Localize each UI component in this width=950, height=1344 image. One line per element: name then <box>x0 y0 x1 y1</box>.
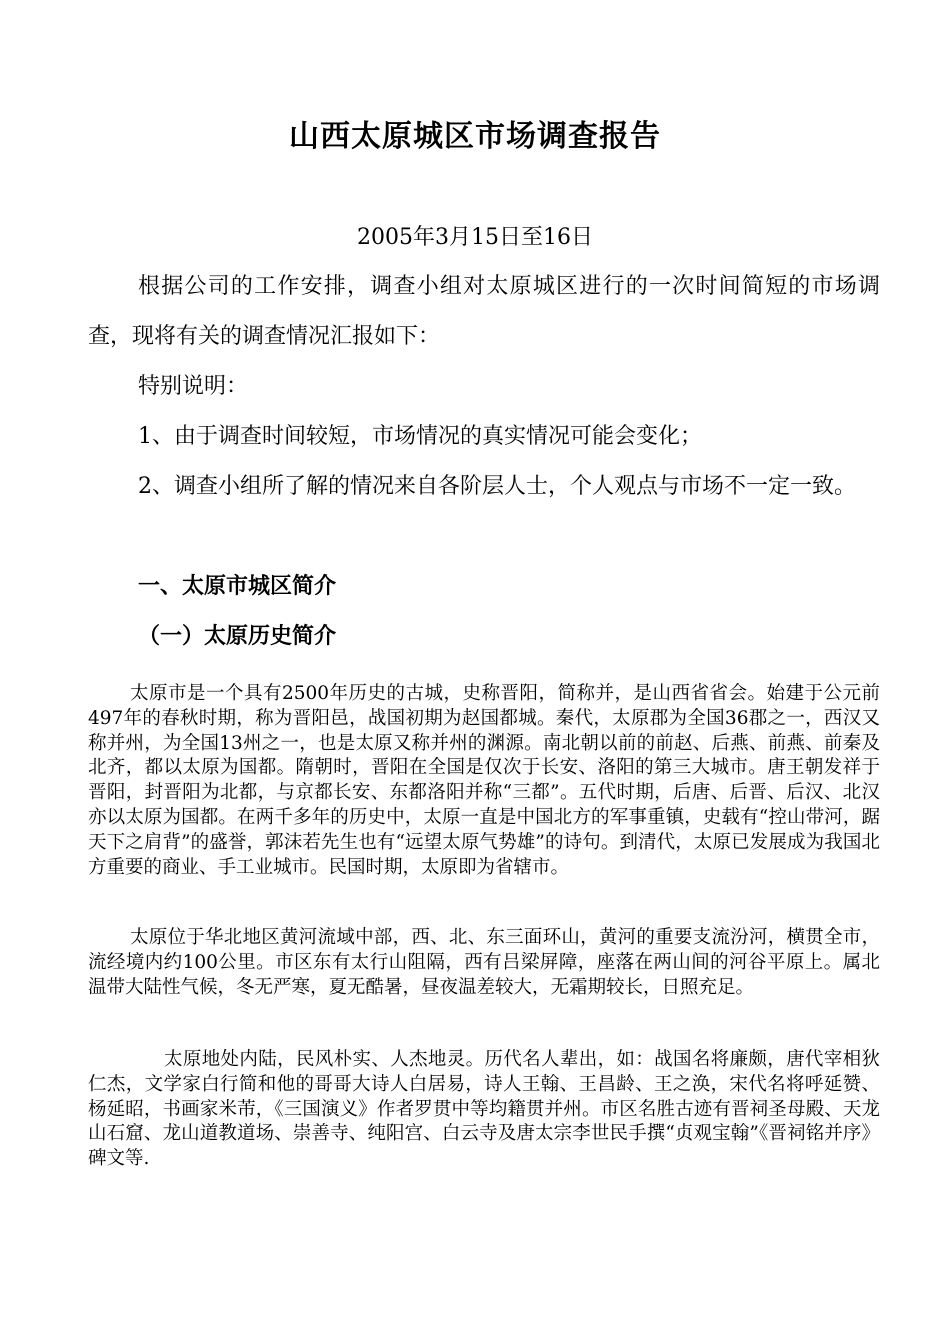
culture-paragraph: 太原地处内陆，民风朴实、人杰地灵。历代名人辈出，如：战国名将廉颇，唐代宰相狄仁杰，文学家白行简和他的哥哥大诗人白居易，诗人王翰、王昌龄、王之涣，宋代名将呼延赞、杨延昭，书画家米芾，《三国演义》作者罗贯中等均籍贯并州。市区名胜古迹有晋祠圣母殿、天龙山石窟、龙山道教道场、崇善寺、纯阳宫、白云寺及唐太宗李世民手撰“贞观宝翰”《晋祠铭并序》碑文等. <box>88 1049 880 1170</box>
report-date: 2005年3月15日至16日 <box>357 225 593 250</box>
document-title: 山西太原城区市场调查报告 <box>289 119 661 154</box>
geography-paragraph: 太原位于华北地区黄河流域中部，西、北、东三面环山，黄河的重要支流汾河，横贯全市，流经境内约100公里。市区东有太行山阻隔，西有吕梁屏障，座落在两山间的河谷平原上。属北温带大陆性气候，冬无严寒，夏无酷暑，昼夜温差较大，无霜期较长，日照充足。 <box>88 927 880 998</box>
section-heading: 一、太原市城区简介 <box>138 574 337 599</box>
history-paragraph: 太原市是一个具有2500年历史的古城，史称晋阳，简称并，是山西省省会。始建于公元前497年的春秋时期，称为晋阳邑，战国初期为赵国都城。秦代，太原郡为全国36郡之一，西汉又称并州，为全国13州之一，也是太原又称并州的渊源。南北朝以前的前赵、后燕、前燕、前秦及北齐，都以太原为国都。隋朝时，晋阳在全国是仅次于长安、洛阳的第三大城市。唐王朝发祥于晋阳，封晋阳为北都，与京都长安、东都洛阳并称“三都”。五代时期，后唐、后晋、后汉、北汉亦以太原为国都。在两千多年的历史中，太原一直是中国北方的军事重镇，史载有“控山带河，踞天下之肩背”的盛誉，郭沫若先生也有“远望太原气势雄”的诗句。到清代，太原已发展成为我国北方重要的商业、手工业城市。民国时期，太原即为省辖市。 <box>88 683 880 878</box>
note-item: 1、由于调查时间较短，市场情况的真实情况可能会变化； <box>138 424 702 449</box>
intro-paragraph: 根据公司的工作安排，调查小组对太原城区进行的一次时间简短的市场调查，现将有关的调查情况汇报如下： <box>88 274 880 349</box>
note-item: 2、调查小组所了解的情况来自各阶层人士，个人观点与市场不一定一致。 <box>138 474 856 499</box>
subsection-heading: （一）太原历史简介 <box>138 624 337 649</box>
special-note-label: 特别说明： <box>138 374 249 399</box>
